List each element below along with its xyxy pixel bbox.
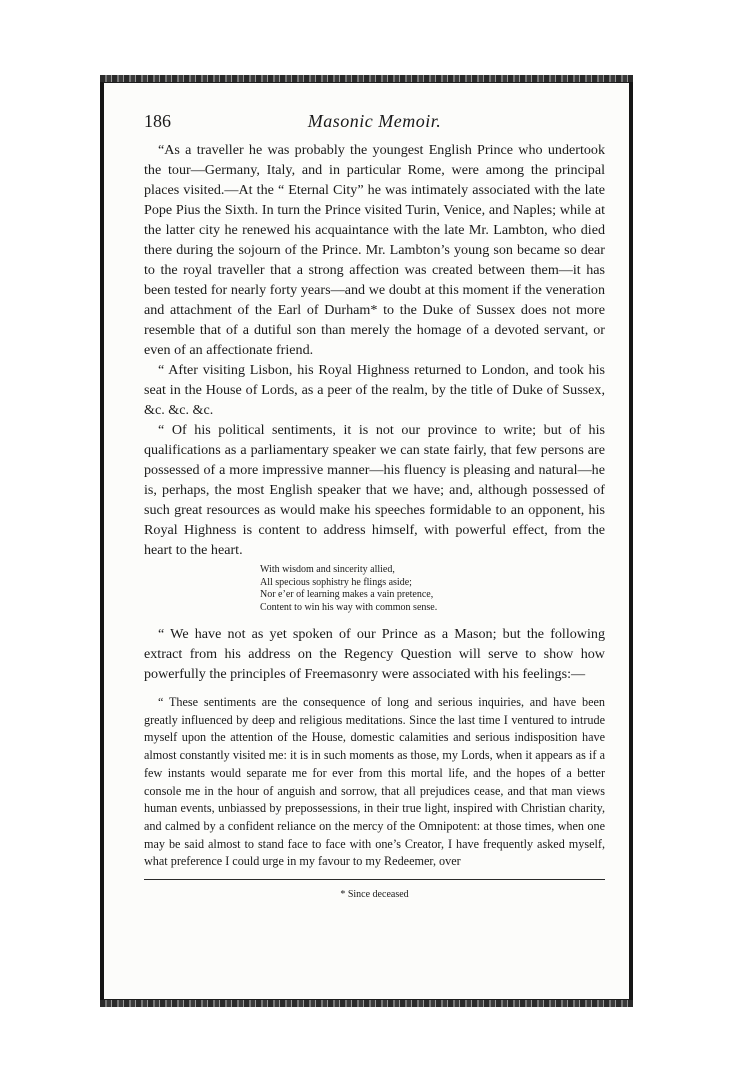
- body-text: [144, 140, 605, 871]
- paragraph-lisbon: “ After visiting Lisbon, his Royal Highness returned to London, and took his seat in the House of Lords, as a peer of the realm, by the title of Duke of Sussex, &c. &c. &c.: [144, 362, 605, 418]
- footnote: * Since deceased: [340, 889, 409, 901]
- verse-line: With wisdom and sincerity allied,: [260, 564, 395, 575]
- verse-line: Content to win his way with common sense.: [260, 601, 438, 613]
- verse-quote: [260, 564, 605, 614]
- page-frame: [100, 80, 633, 1002]
- page-content: [144, 111, 605, 900]
- running-title: Masonic Memoir.: [307, 111, 442, 131]
- paragraph-travels: “As a traveller he was probably the youngest English Prince who undertook the tour—Germany, Italy, and in particular Rome, were among the principal places visited.—At the “ Eternal City” he was intimately associated with the late Pope Pius the Sixth. In turn the Prince visited Turin, Venice, and Naples; while at the latter city he renewed his acquaintance with the late Mr. Lambton, who died there during the sojourn of the Prince. Mr. Lambton’s young son became so dear to the royal traveller that a strong affection was created between them—it has been tested for nearly forty years—and we doubt at this moment if the veneration and attachment of the Earl of Durham* to the Duke of Sussex does not more resemble that of a dutiful son than merely the homage of a devoted servant, or even of an affectionate friend.: [144, 142, 605, 358]
- page-header: [144, 111, 605, 137]
- paragraph-political: “ Of his political sentiments, it is not our province to write; but of his qualifications as a parliamentary speaker we can state fairly, that few persons are possessed of a more impressive manner—his fluency is pleasing and natural—he is, perhaps, the most English speaker that we have; and, although possessed of such great resources as would make his speeches formidable to an opponent, his Royal Highness is content to address himself, with powerful effect, from the heart to the heart.: [144, 422, 605, 558]
- verse-line: Nor e’er of learning makes a vain pretence,: [260, 589, 434, 600]
- paragraph-mason: “ We have not as yet spoken of our Prince as a Mason; but the following extract from his address on the Regency Question will serve to show how powerfully the principles of Freemasonry were associated with his feelings:—: [144, 626, 605, 682]
- page-number: 186: [144, 111, 171, 131]
- verse-line: All specious sophistry he flings aside;: [260, 576, 412, 588]
- footnote-divider: [144, 879, 605, 880]
- regency-speech-extract: “ These sentiments are the consequence of long and serious inquiries, and have been greatly influenced by deep and religious meditations. Since the last time I ventured to intrude myself upon the attention of the House, domestic calamities and serious indisposition have almost constantly visited me: it is in such moments as those, my Lords, when it appears as if a few instants would separate me for ever from this mortal life, and the hopes of a better console me in the hour of anguish and sorrow, that all prejudices cease, and that man views human events, unbiassed by prepossessions, in their true light, inspired with Christian charity, and calmed by a confident reliance on the mercy of the Omnipotent: at those times, when one may be said almost to stand face to face with one’s Creator, I have frequently asked myself, what preference I could urge in my favour to my Redeemer, over: [144, 695, 605, 869]
